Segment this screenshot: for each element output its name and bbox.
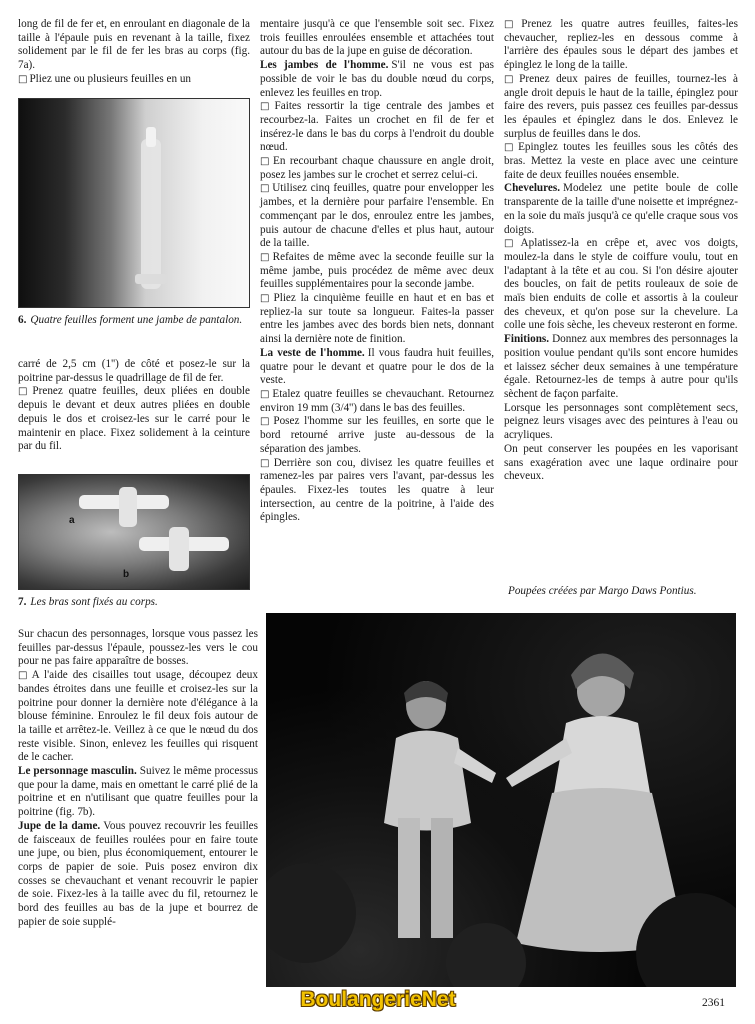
figure-6-caption: [18, 314, 250, 328]
paragraph-text: Sur chacun des personnages, lorsque vous passez les feuilles par-dessus l'épaule, poussez-les vers le cou pour ne pas faire apparaître de bosses.: [18, 628, 258, 668]
paragraph-text: Donnez aux membres des personnages la position voulue pendant qu'ils sont encore humides et laissez sécher deux semaines à une température égale. Retournez-les de temps à autre pour qu'ils sèchent de façon parfaite.: [504, 333, 738, 400]
column-1-middle: [18, 358, 250, 454]
paragraph: [18, 385, 250, 454]
square-bullet-icon: □: [504, 142, 517, 154]
paragraph: [18, 820, 258, 930]
paragraph-text: Utilisez cinq feuilles, quatre pour envelopper les jambes, et la dernière pour parfaire l'ensemble. En commençant par le dos, enroulez entre les jambes, puis autour de chacune d'elles et plus haut, autour de la taille.: [260, 182, 494, 250]
paragraph: [18, 358, 250, 385]
figure-6-number: 6.: [18, 314, 27, 326]
figure-7-caption: [18, 596, 250, 610]
paragraph-text: Prenez deux paires de feuilles, tournez-les à angle droit depuis le haut de la taille, épinglez pour faire des revers, puis passez ces feuilles par-dessus les épaules et épinglez dans le dos. Enlevez le surplus de feuilles dans le dos.: [504, 72, 738, 140]
paragraph-text: Aplatissez-la en crêpe et, avec vos doigts, moulez-la dans le style de coiffure voulu, tout en l'adaptant à la tête et au cou. Si l'on désire ajouter des boucles, on fait de petits rouleaux de soie de maïs bien enduits de colle et assortis à la couleur des cheveux, et qu'on pose sur la chevelure. La colle une fois sèche, les cheveux resteront en forme.: [504, 237, 738, 332]
paragraph: [260, 292, 494, 347]
paragraph: [504, 443, 738, 484]
paragraph-text: Il vous faudra huit feuilles, quatre pour le devant et quatre pour le dos de la veste.: [260, 346, 495, 387]
paragraph: [260, 155, 494, 182]
section-heading: Les jambes de l'homme.: [260, 59, 389, 72]
paragraph: [504, 18, 738, 73]
figure-6-caption-text: Quatre feuilles forment une jambe de pantalon.: [30, 314, 243, 326]
square-bullet-icon: □: [504, 73, 518, 85]
paragraph-text: A l'aide des cisailles tout usage, découpez deux bandes étroites dans une feuille et croisez-les sur la poitrine pour donner la dernière note d'élégance à la blouse féminine. Enroulez le fil deux fois autour de la taille et arrêtez-le. Veillez à ce que le nœud du dos reste visible. Sinon, enlevez les feuilles qui risquent de le cacher.: [18, 669, 258, 764]
square-bullet-icon: □: [260, 183, 271, 195]
paragraph: [260, 388, 494, 415]
figure-7-arms-photo: [18, 474, 250, 590]
column-1-bottom: [18, 628, 258, 929]
paragraph-text: Modelez une petite boule de colle transparente de la taille d'une noisette et imprégnez-en la soie du maïs jusqu'à ce qu'elle craque sous vos doigts.: [504, 182, 738, 236]
leg-bundle-illustration: [19, 99, 249, 307]
section-heading: Chevelures.: [504, 182, 561, 195]
figure-6-leg-photo: [18, 98, 250, 308]
corn-husk-dolls-photo: [266, 613, 736, 987]
square-bullet-icon: □: [18, 386, 31, 398]
paragraph: [260, 347, 494, 388]
square-bullet-icon: □: [260, 388, 271, 400]
square-bullet-icon: □: [18, 73, 28, 85]
paragraph-text: Posez l'homme sur les feuilles, en sorte que le bord retourné arrive juste au-dessous de la séparation des jambes.: [260, 415, 494, 455]
paragraph: [260, 18, 494, 59]
boulangerienet-watermark: BoulangerieNet: [300, 988, 456, 1011]
square-bullet-icon: □: [18, 670, 30, 682]
paragraph-text: Refaites de même avec la seconde feuille sur la même jambe, puis procédez de même avec deux feuilles supplémentaires pour la seconde jambe.: [260, 250, 494, 291]
paragraph: [504, 182, 738, 237]
paragraph-text: Prenez quatre feuilles, deux pliées en double depuis le devant et deux autres pliées en double depuis le dos et croisez-les sur le carré pour le maintenir en place. Fixez solidement à la ceinture par du fil.: [18, 385, 250, 453]
paragraph-text: Pliez une ou plusieurs feuilles en un: [29, 72, 192, 85]
paragraph-text: On peut conserver les poupées en les vaporisant sans exagération avec une laque ordinaire pour cheveux.: [504, 442, 738, 483]
square-bullet-icon: □: [260, 156, 272, 168]
figure-7-caption-text: Les bras sont fixés au corps.: [30, 596, 158, 608]
paragraph: [18, 73, 250, 87]
paragraph: [504, 141, 738, 182]
square-bullet-icon: □: [260, 293, 272, 305]
paragraph-text: carré de 2,5 cm (1'') de côté et posez-le sur la poitrine par-dessus le quadrillage de fil de fer.: [18, 358, 250, 384]
paragraph-text: long de fil de fer et, en enroulant en diagonale de la taille à l'épaule puis en revenant à la taille, fixez solidement par le fil de fer les bras au corps (fig. 7a).: [18, 18, 250, 72]
square-bullet-icon: □: [504, 19, 520, 30]
square-bullet-icon: □: [504, 238, 519, 250]
paragraph: [260, 457, 494, 526]
paragraph: [18, 765, 258, 820]
paragraph: [260, 100, 494, 155]
paragraph-text: Pliez la cinquième feuille en haut et en bas et repliez-la sur toute sa longueur. Faites-la passer entre les jambes avec des bords bien nets, donnant ainsi la dernière note de finition.: [260, 292, 494, 346]
square-bullet-icon: □: [260, 101, 273, 113]
paragraph-text: Etalez quatre feuilles se chevauchant. Retournez environ 19 mm (3/4'') dans le bas des feuilles.: [260, 387, 494, 414]
paragraph: [504, 237, 738, 333]
page-number: 2361: [702, 997, 725, 1009]
column-1-top: [18, 18, 250, 87]
paragraph: [504, 402, 738, 443]
paragraph: [260, 415, 494, 456]
paragraph-text: Epinglez toutes les feuilles sous les côtés des bras. Mettez la veste en place avec une ceinture faite de deux feuilles nouées ensemble.: [504, 141, 738, 181]
section-heading: Finitions.: [504, 333, 550, 346]
arms-illustration: [19, 475, 249, 589]
section-heading: Le personnage masculin.: [18, 765, 137, 778]
paragraph-text: mentaire jusqu'à ce que l'ensemble soit sec. Fixez trois feuilles enroulées ensemble et attachées tout autour du bas de la jupe en guise de décoration.: [260, 18, 494, 58]
square-bullet-icon: □: [260, 251, 271, 263]
square-bullet-icon: □: [260, 416, 272, 428]
paragraph-text: Vous pouvez recouvrir les feuilles de faisceaux de feuilles roulées pour en faire toute une jupe, ou bien, plus économiquement, entourer le corps de papier de soie. Puis posez environ dix cosses se chevauchant et venant recouvrir le papier de soie. Fixez-les à la taille avec du fil, retournez le bord des feuilles au bas de la jupe et bourrez de papier de soie supplé-: [18, 819, 258, 928]
paragraph-text: Suivez le même processus que pour la dame, mais en omettant le carré plié de la poitrine et en n'utilisant que quatre feuilles pour la poitrine (fig. 7b).: [18, 765, 258, 819]
paragraph: [18, 669, 258, 765]
paragraph-text: S'il ne vous est pas possible de voir le bas du double nœud du corps, enlevez les feuilles en trop.: [260, 59, 494, 99]
dolls-illustration: [266, 613, 736, 987]
column-2: [260, 18, 494, 525]
figure-7-label-b: b: [123, 569, 130, 580]
paragraph-text: Faites ressortir la tige centrale des jambes et recourbez-la. Faites un crochet en fil de fer et insérez-le dans le bas du corps à l'endroit du double nœud.: [260, 100, 494, 154]
paragraph-text: Prenez les quatre autres feuilles, faites-les chevaucher, repliez-les en dessous comme à l'arrière des épaules sous le départ des jambes et épinglez le long de la taille.: [504, 18, 739, 72]
paragraph: [260, 251, 494, 292]
square-bullet-icon: □: [260, 457, 272, 469]
column-3: [504, 18, 738, 484]
paragraph: [260, 182, 494, 251]
paragraph: [18, 18, 250, 73]
paragraph: [504, 333, 738, 402]
figure-7-number: 7.: [18, 596, 27, 608]
doll-credit: Poupées créées par Margo Daws Pontius.: [508, 585, 697, 597]
figure-7-label-a: a: [69, 515, 75, 526]
paragraph-text: Lorsque les personnages sont complètement secs, peignez leurs visages avec des peintures à l'eau ou acryliques.: [504, 401, 738, 442]
paragraph: [18, 628, 258, 669]
section-heading: Jupe de la dame.: [18, 819, 101, 832]
paragraph-text: Derrière son cou, divisez les quatre feuilles et ramenez-les par paires vers l'avant, par-dessus les épaules. Fixez-les toutes les quatre à leur intersection, au centre de la poitrine, à l'aide des épingles.: [260, 456, 494, 524]
section-heading: La veste de l'homme.: [260, 346, 365, 359]
paragraph: [260, 59, 494, 100]
paragraph: [504, 73, 738, 142]
paragraph-text: En recourbant chaque chaussure en angle droit, posez les jambes sur le crochet et serrez celui-ci.: [260, 155, 495, 181]
